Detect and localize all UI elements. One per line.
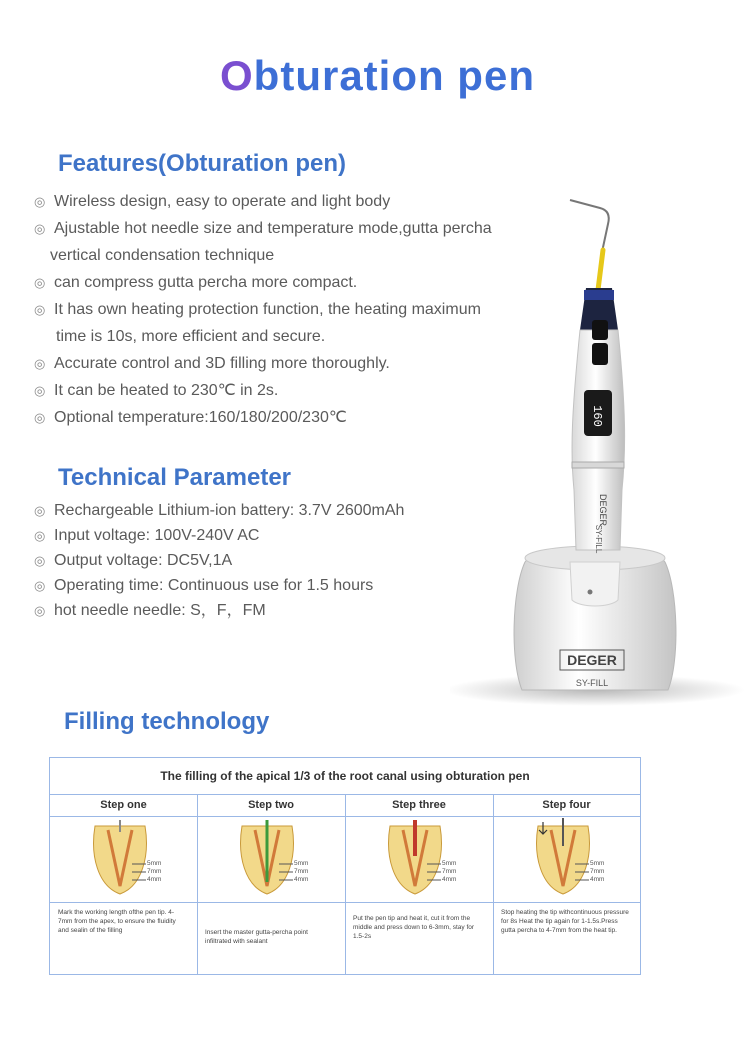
bullet-icon: ◎	[34, 553, 46, 568]
bullet-icon: ◎	[34, 302, 46, 317]
bullet-icon: ◎	[34, 410, 46, 425]
bullet-icon: ◎	[34, 603, 46, 618]
mm-label: 5mm	[147, 860, 162, 867]
step-column	[493, 794, 640, 974]
page-title	[0, 52, 755, 100]
step-column	[345, 794, 494, 974]
step-description: Stop heating the tip withcontinuous pressure for 8s Heat the tip again for 1-1.5s.Press gutta percha to 4-7mm from the heat tip.	[501, 909, 629, 934]
mm-label: 4mm	[147, 876, 162, 883]
pen-display: 160	[590, 405, 604, 427]
mm-label: 4mm	[442, 876, 457, 883]
title-rest: bturation pen	[253, 52, 535, 99]
filling-heading: Filling technology	[64, 708, 270, 735]
step-label: Step one	[50, 794, 197, 817]
step-description: Mark the working length ofthe pen tip. 4-7mm from the apex, to ensure the fluidity and sealin of the filling	[58, 909, 176, 934]
technical-item: ◎ hot needle needle: S，F，FM	[34, 598, 404, 623]
obturation-pen-illustration	[450, 190, 750, 720]
pen-brand: DEGER	[598, 493, 608, 527]
mm-label: 4mm	[590, 876, 605, 883]
mm-label: 7mm	[590, 868, 605, 875]
step-description: Put the pen tip and heat it, cut it from the middle and press down to 6-3mm, stay for 1.5-2s	[353, 915, 475, 940]
technical-heading: Technical Parameter	[58, 464, 292, 491]
feature-item-continued: vertical condensation technique	[50, 247, 275, 264]
title-first-letter: O	[220, 52, 254, 99]
bullet-icon: ◎	[34, 383, 46, 398]
feature-item-continued: time is 10s, more efficient and secure.	[56, 328, 326, 345]
feature-item: ◎ Accurate control and 3D filling more thoroughly.	[34, 350, 492, 377]
step-description: Insert the master gutta-percha point infiltrated with sealant	[205, 929, 308, 945]
mm-label: 5mm	[590, 860, 605, 867]
feature-item: ◎ Wireless design, easy to operate and light body	[34, 188, 492, 215]
bullet-icon: ◎	[34, 528, 46, 543]
tooth-diagram	[197, 816, 345, 903]
step-column	[50, 794, 198, 974]
mm-label: 7mm	[442, 868, 457, 875]
technical-item: ◎ Input voltage: 100V-240V AC	[34, 523, 404, 548]
mm-label: 5mm	[442, 860, 457, 867]
feature-item: ◎ Optional temperature:160/180/200/230℃	[34, 404, 492, 431]
technical-item: ◎ Rechargeable Lithium-ion battery: 3.7V 2600mAh	[34, 498, 404, 523]
features-list	[34, 188, 492, 431]
features-heading: Features(Obturation pen)	[58, 150, 347, 177]
step-label: Step three	[345, 794, 493, 817]
tooth-diagram	[345, 816, 493, 903]
tooth-diagram	[50, 816, 197, 903]
feature-item: ◎ It has own heating protection function, the heating maximum	[34, 296, 492, 323]
step-label: Step four	[493, 794, 640, 817]
bullet-icon: ◎	[34, 221, 46, 236]
technical-list	[34, 498, 404, 623]
tooth-diagram	[493, 816, 640, 903]
feature-item: ◎ Ajustable hot needle size and temperature mode,gutta percha	[34, 215, 492, 242]
step-label: Step two	[197, 794, 345, 817]
pen-drawing	[450, 190, 750, 720]
filling-table	[49, 757, 641, 975]
technical-item: ◎ Operating time: Continuous use for 1.5 hours	[34, 573, 404, 598]
feature-item: ◎ It can be heated to 230℃ in 2s.	[34, 377, 492, 404]
bullet-icon: ◎	[34, 194, 46, 209]
base-brand: DEGER	[567, 652, 617, 668]
feature-item: ◎ can compress gutta percha more compact.	[34, 269, 492, 296]
pen-model: SY-FILL	[594, 524, 603, 554]
bullet-icon: ◎	[34, 275, 46, 290]
step-column	[197, 794, 346, 974]
mm-label: 7mm	[147, 868, 162, 875]
bullet-icon: ◎	[34, 578, 46, 593]
mm-label: 4mm	[294, 876, 309, 883]
base-model: SY-FILL	[575, 678, 609, 688]
mm-label: 7mm	[294, 868, 309, 875]
bullet-icon: ◎	[34, 503, 46, 518]
bullet-icon: ◎	[34, 356, 46, 371]
mm-label: 5mm	[294, 860, 309, 867]
technical-item: ◎ Output voltage: DC5V,1A	[34, 548, 404, 573]
table-caption: The filling of the apical 1/3 of the root canal using obturation pen	[50, 758, 640, 795]
